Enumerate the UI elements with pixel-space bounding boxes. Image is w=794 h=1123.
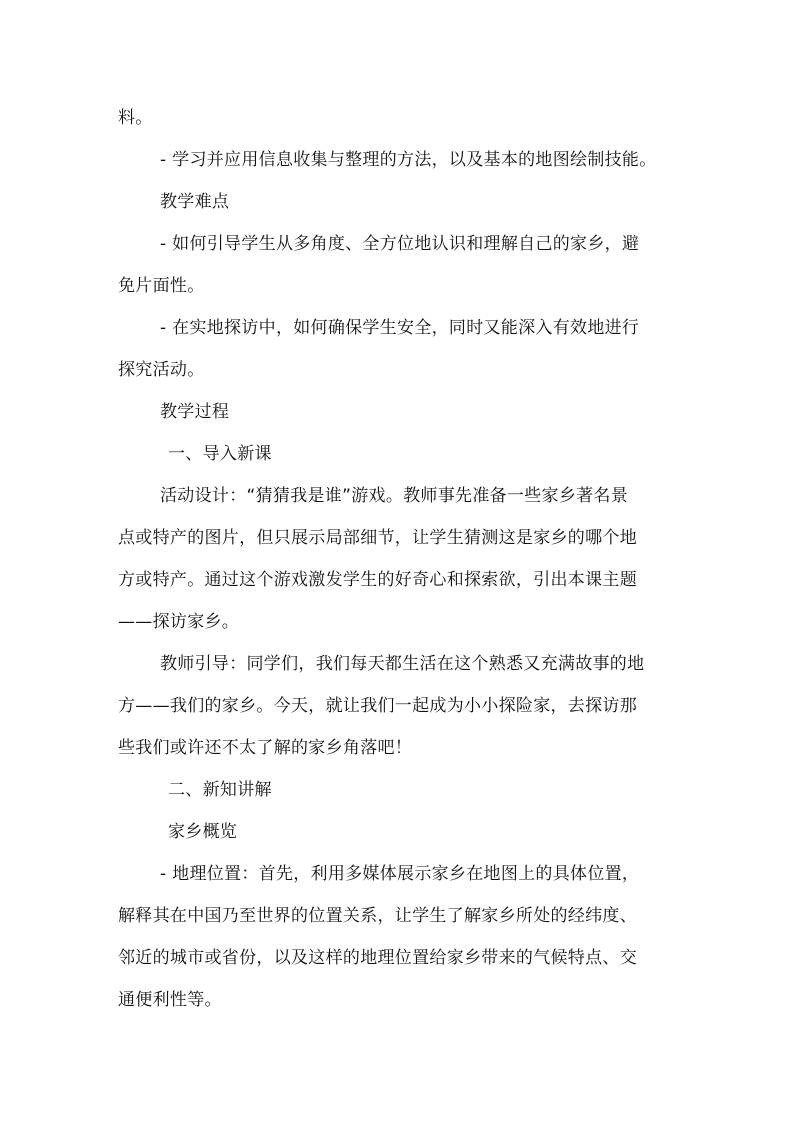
text-line-12: 方或特产。通过这个游戏激发学生的好奇心和探索欲，引出本课主题 [118,570,637,590]
subheading-hometown-overview: 家乡概览 [168,822,238,842]
text-line-21: 邻近的城市或省份，以及这样的地理位置给家乡带来的气候特点、交 [118,948,637,968]
subheading-introduction: 一、导入新课 [168,444,272,464]
section-heading-teaching-process: 教学过程 [160,402,230,422]
text-line-14: 教师引导：同学们，我们每天都生活在这个熟悉又充满故事的地 [160,654,645,674]
text-line-16: 些我们或许还不太了解的家乡角落吧！ [118,738,413,758]
text-line-6: - 在实地探访中，如何确保学生安全，同时又能深入有效地进行 [160,318,640,338]
text-line-5: 免片面性。 [118,276,205,296]
text-line-2: - 学习并应用信息收集与整理的方法，以及基本的地图绘制技能。 [160,150,657,170]
text-line-7: 探究活动。 [118,360,205,380]
text-line-10: 活动设计：“猜猜我是谁”游戏。教师事先准备一些家乡著名景 [160,486,629,506]
section-heading-teaching-difficulties: 教学难点 [160,192,230,212]
subheading-new-knowledge: 二、新知讲解 [168,780,272,800]
text-line-11: 点或特产的图片，但只展示局部细节，让学生猜测这是家乡的哪个地 [118,528,637,548]
text-line-22: 通便利性等。 [118,990,222,1010]
text-line-4: - 如何引导学生从多角度、全方位地认识和理解自己的家乡，避 [160,234,640,254]
text-line-19: - 地理位置：首先，利用多媒体展示家乡在地图上的具体位置， [160,864,640,884]
text-line-13: ——探访家乡。 [118,612,240,632]
text-line-15: 方——我们的家乡。今天，就让我们一起成为小小探险家，去探访那 [118,696,637,716]
text-line-1: 料。 [118,108,153,128]
text-line-20: 解释其在中国乃至世界的位置关系，让学生了解家乡所处的经纬度、 [118,906,637,926]
